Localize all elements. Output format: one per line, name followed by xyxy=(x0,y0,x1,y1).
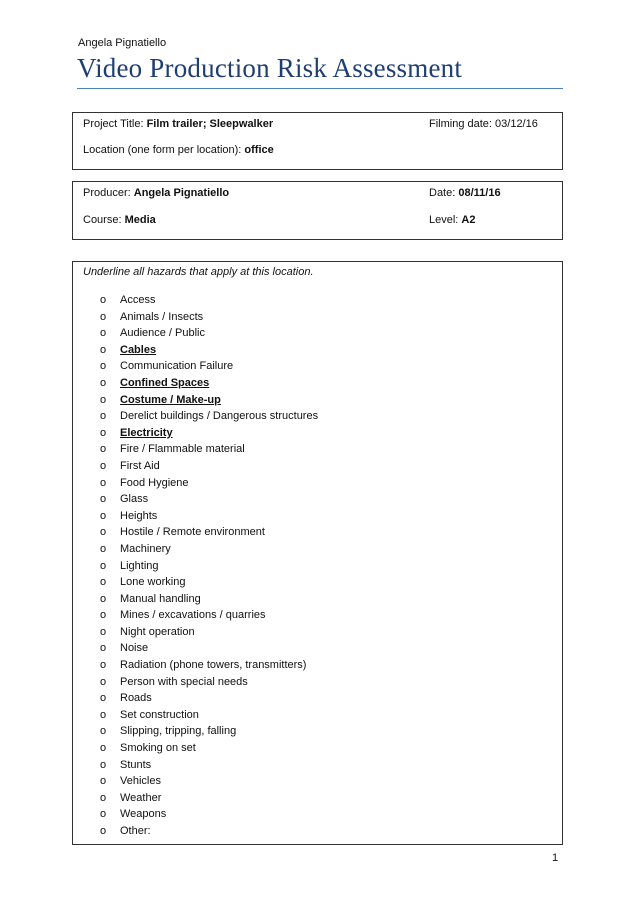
hollow-bullet-icon: o xyxy=(100,675,107,688)
date-field xyxy=(429,187,501,199)
hazard-label: First Aid xyxy=(120,459,160,472)
hollow-bullet-icon: o xyxy=(100,443,107,456)
hollow-bullet-icon: o xyxy=(100,642,107,655)
hazard-label: Heights xyxy=(120,509,158,522)
hollow-bullet-icon: o xyxy=(100,742,107,755)
location-label: Location (one form per location): xyxy=(83,144,245,156)
hollow-bullet-icon: o xyxy=(100,310,107,323)
course-field xyxy=(83,214,156,226)
hazard-label: Machinery xyxy=(120,542,171,555)
level-value: A2 xyxy=(461,214,476,226)
hazard-label: Costume / Make-up xyxy=(120,393,221,406)
hazard-label: Food Hygiene xyxy=(120,476,189,489)
hazards-instructions: Underline all hazards that apply at this location. xyxy=(83,266,314,278)
hollow-bullet-icon: o xyxy=(100,559,107,572)
project-title-label: Project Title: xyxy=(83,118,147,130)
hazard-label: Night operation xyxy=(120,625,195,638)
filming-date-field xyxy=(429,118,538,130)
hollow-bullet-icon: o xyxy=(100,725,107,738)
producer-details-box xyxy=(72,181,563,240)
hollow-bullet-icon: o xyxy=(100,376,107,389)
hollow-bullet-icon: o xyxy=(100,426,107,439)
date-value: 08/11/16 xyxy=(458,187,501,199)
hazard-label: Weapons xyxy=(120,808,167,821)
hazard-label: Person with special needs xyxy=(120,675,248,688)
hazard-label: Mines / excavations / quarries xyxy=(120,609,266,622)
location-field xyxy=(83,144,274,156)
hazard-label: Animals / Insects xyxy=(120,310,204,323)
producer-value: Angela Pignatiello xyxy=(133,187,230,199)
hazard-label: Smoking on set xyxy=(120,742,196,755)
hazard-label: Fire / Flammable material xyxy=(120,443,245,456)
hazard-label: Access xyxy=(120,294,156,306)
hollow-bullet-icon: o xyxy=(100,410,107,423)
producer-label: Producer: xyxy=(83,187,134,199)
hollow-bullet-icon: o xyxy=(100,526,107,539)
title-underline-rule xyxy=(77,88,563,89)
project-title-value: Film trailer; Sleepwalker xyxy=(146,118,274,130)
hazard-label: Cables xyxy=(120,343,157,356)
hollow-bullet-icon: o xyxy=(100,825,107,837)
hollow-bullet-icon: o xyxy=(100,808,107,821)
hollow-bullet-icon: o xyxy=(100,476,107,489)
hazard-label: Vehicles xyxy=(120,775,161,788)
level-label: Level: xyxy=(429,214,462,226)
project-title-field xyxy=(83,118,273,130)
filming-date-label: Filming date: xyxy=(429,118,496,130)
hollow-bullet-icon: o xyxy=(100,659,107,672)
hazard-label: Confined Spaces xyxy=(120,376,210,389)
hazard-label: Audience / Public xyxy=(120,327,205,340)
hollow-bullet-icon: o xyxy=(100,360,107,373)
hollow-bullet-icon: o xyxy=(100,791,107,804)
hazard-label: Other: xyxy=(120,825,151,837)
hazard-label: Stunts xyxy=(120,758,152,771)
page-number: 1 xyxy=(552,852,559,864)
author-name: Angela Pignatiello xyxy=(78,37,167,49)
hollow-bullet-icon: o xyxy=(100,542,107,555)
hazard-label: Manual handling xyxy=(120,592,201,605)
project-details-box xyxy=(72,112,563,170)
hazard-label: Slipping, tripping, falling xyxy=(120,725,237,738)
location-value: office xyxy=(244,144,274,156)
hazard-label: Lone working xyxy=(120,576,186,589)
hollow-bullet-icon: o xyxy=(100,459,107,472)
hollow-bullet-icon: o xyxy=(100,758,107,771)
hazard-label: Radiation (phone towers, transmitters) xyxy=(120,659,307,672)
hazard-label: Communication Failure xyxy=(120,360,234,373)
course-value: Media xyxy=(124,214,156,226)
hollow-bullet-icon: o xyxy=(100,775,107,788)
hazard-label: Hostile / Remote environment xyxy=(120,526,265,539)
hollow-bullet-icon: o xyxy=(100,625,107,638)
hollow-bullet-icon: o xyxy=(100,708,107,721)
document-title: Video Production Risk Assessment xyxy=(77,53,463,83)
hollow-bullet-icon: o xyxy=(100,509,107,522)
hollow-bullet-icon: o xyxy=(100,343,107,356)
hollow-bullet-icon: o xyxy=(100,692,107,705)
hazard-label: Lighting xyxy=(120,559,159,572)
hollow-bullet-icon: o xyxy=(100,294,107,306)
hazard-label: Weather xyxy=(120,791,162,804)
level-field xyxy=(429,214,475,226)
date-label: Date: xyxy=(429,187,459,199)
hollow-bullet-icon: o xyxy=(100,327,107,340)
hazard-label: Set construction xyxy=(120,708,199,721)
producer-field xyxy=(83,187,229,199)
hazards-box xyxy=(72,261,563,845)
filming-date-value: 03/12/16 xyxy=(495,118,538,130)
hazard-label: Roads xyxy=(120,692,152,705)
hazard-label: Derelict buildings / Dangerous structures xyxy=(120,410,319,423)
hollow-bullet-icon: o xyxy=(100,609,107,622)
hazard-label: Electricity xyxy=(120,426,173,439)
hollow-bullet-icon: o xyxy=(100,576,107,589)
hollow-bullet-icon: o xyxy=(100,393,107,406)
hollow-bullet-icon: o xyxy=(100,592,107,605)
hazard-label: Noise xyxy=(120,642,149,655)
hollow-bullet-icon: o xyxy=(100,493,107,506)
hazard-label: Glass xyxy=(120,493,149,506)
course-label: Course: xyxy=(83,214,125,226)
